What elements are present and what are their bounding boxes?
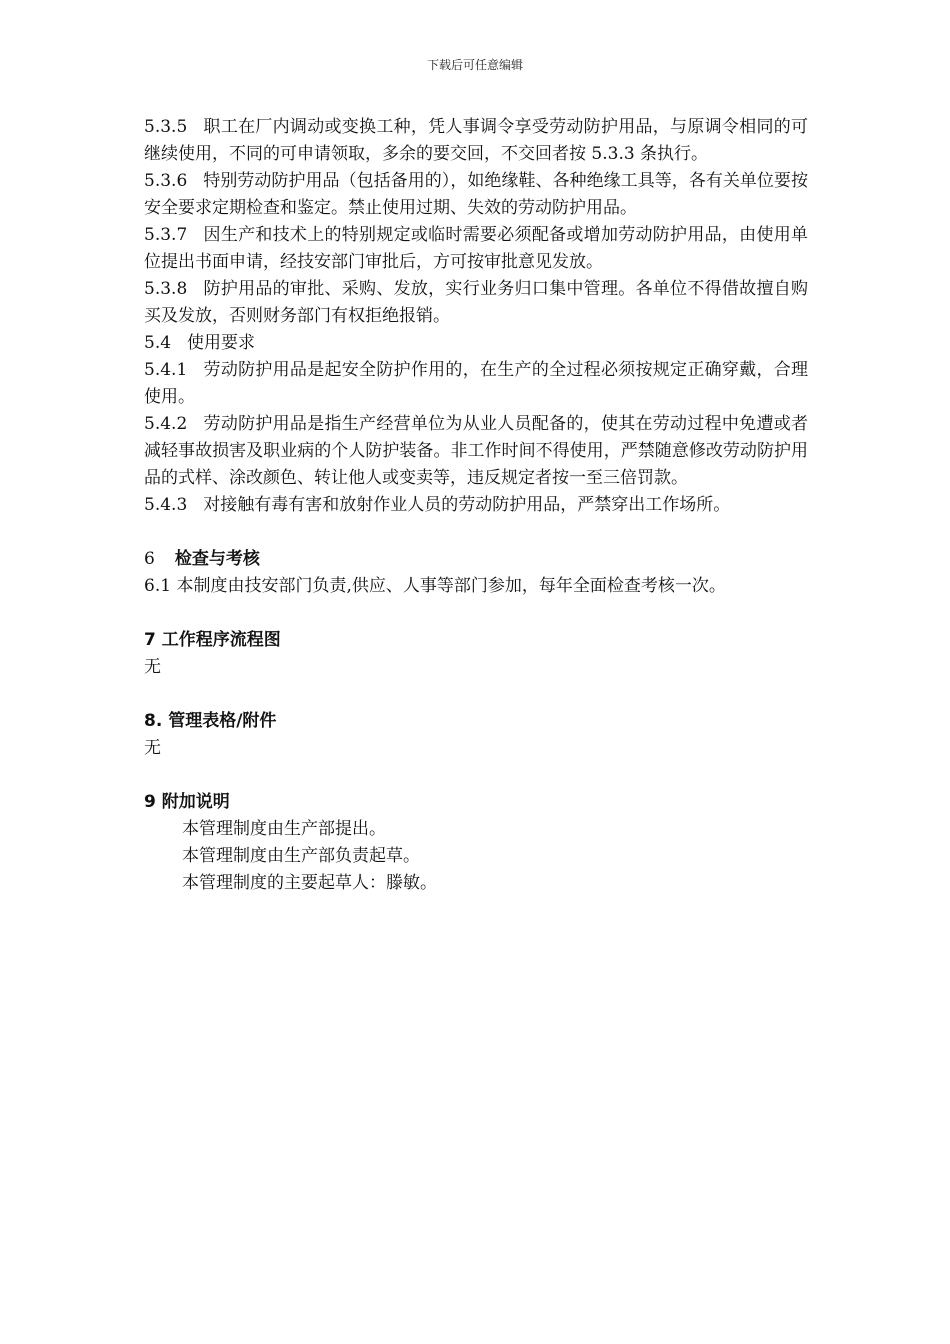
clause-text: 使用要求 <box>187 333 256 353</box>
clause-5-3-6 <box>144 168 808 222</box>
clause-number: 5.3.5 <box>144 117 188 137</box>
clause-number: 5.3.7 <box>144 225 188 245</box>
spacer <box>144 600 808 627</box>
clause-5-4-2 <box>144 411 808 492</box>
section-8-body: 无 <box>144 738 161 758</box>
clause-text: 职工在厂内调动或变换工种，凭人事调令享受劳动防护用品，与原调令相同的可继续使用，不同的可申请领取，多余的要交回，不交回者按 5.3.3 条执行。 <box>144 117 808 164</box>
document-body <box>144 114 808 897</box>
clause-text: 因生产和技术上的特别规定或临时需要必须配备或增加劳动防护用品，由使用单位提出书面申请，经技安部门审批后，方可按审批意见发放。 <box>144 225 808 272</box>
section-7-body: 无 <box>144 657 161 677</box>
clause-number: 5.4.3 <box>144 495 188 515</box>
clause-number: 5.4.2 <box>144 414 188 434</box>
clause-number: 5.3.6 <box>144 171 188 191</box>
clause-text: 劳动防护用品是起安全防护作用的，在生产的全过程必须按规定正确穿戴，合理使用。 <box>144 360 808 407</box>
section-number: 6 <box>144 549 155 569</box>
section-6-heading <box>144 546 808 573</box>
spacer <box>144 681 808 708</box>
clause-5-3-8 <box>144 276 808 330</box>
clause-text: 防护用品的审批、采购、发放，实行业务归口集中管理。各单位不得借故擅自购买及发放，否则财务部门有权拒绝报销。 <box>144 279 808 326</box>
clause-number: 5.4.1 <box>144 360 188 380</box>
clause-5-3-7 <box>144 222 808 276</box>
note-line: 本管理制度由生产部负责起草。 <box>182 846 420 866</box>
clause-text: 劳动防护用品是指生产经营单位为从业人员配备的，使其在劳动过程中免遭或者减轻事故损害及职业病的个人防护装备。非工作时间不得使用，严禁随意修改劳动防护用品的式样、涂改颜色、转让他人或变卖等，违反规定者按一至三倍罚款。 <box>144 414 808 488</box>
section-9-heading: 9 附加说明 <box>144 792 230 812</box>
section-title: 检查与考核 <box>174 549 260 569</box>
section-7-heading: 7 工作程序流程图 <box>144 630 281 650</box>
note-line: 本管理制度由生产部提出。 <box>182 819 386 839</box>
clause-5-4 <box>144 330 808 357</box>
clause-text: 对接触有毒有害和放射作业人员的劳动防护用品，严禁穿出工作场所。 <box>203 495 731 515</box>
spacer <box>144 762 808 789</box>
clause-number: 5.3.8 <box>144 279 188 299</box>
clause-5-3-5 <box>144 114 808 168</box>
note-line: 本管理制度的主要起草人：滕敏。 <box>182 873 437 893</box>
clause-number: 5.4 <box>144 333 172 353</box>
section-8-heading: 8. 管理表格/附件 <box>144 711 277 731</box>
clause-5-4-3 <box>144 492 808 519</box>
clause-text: 特别劳动防护用品（包括备用的），如绝缘鞋、各种绝缘工具等，各有关单位要按安全要求定期检查和鉴定。禁止使用过期、失效的劳动防护用品。 <box>144 171 808 218</box>
spacer <box>144 519 808 546</box>
clause-6-1: 6.1 本制度由技安部门负责,供应、人事等部门参加，每年全面检查考核一次。 <box>144 576 726 596</box>
page-header: 下载后可任意编辑 <box>426 58 523 72</box>
clause-5-4-1 <box>144 357 808 411</box>
